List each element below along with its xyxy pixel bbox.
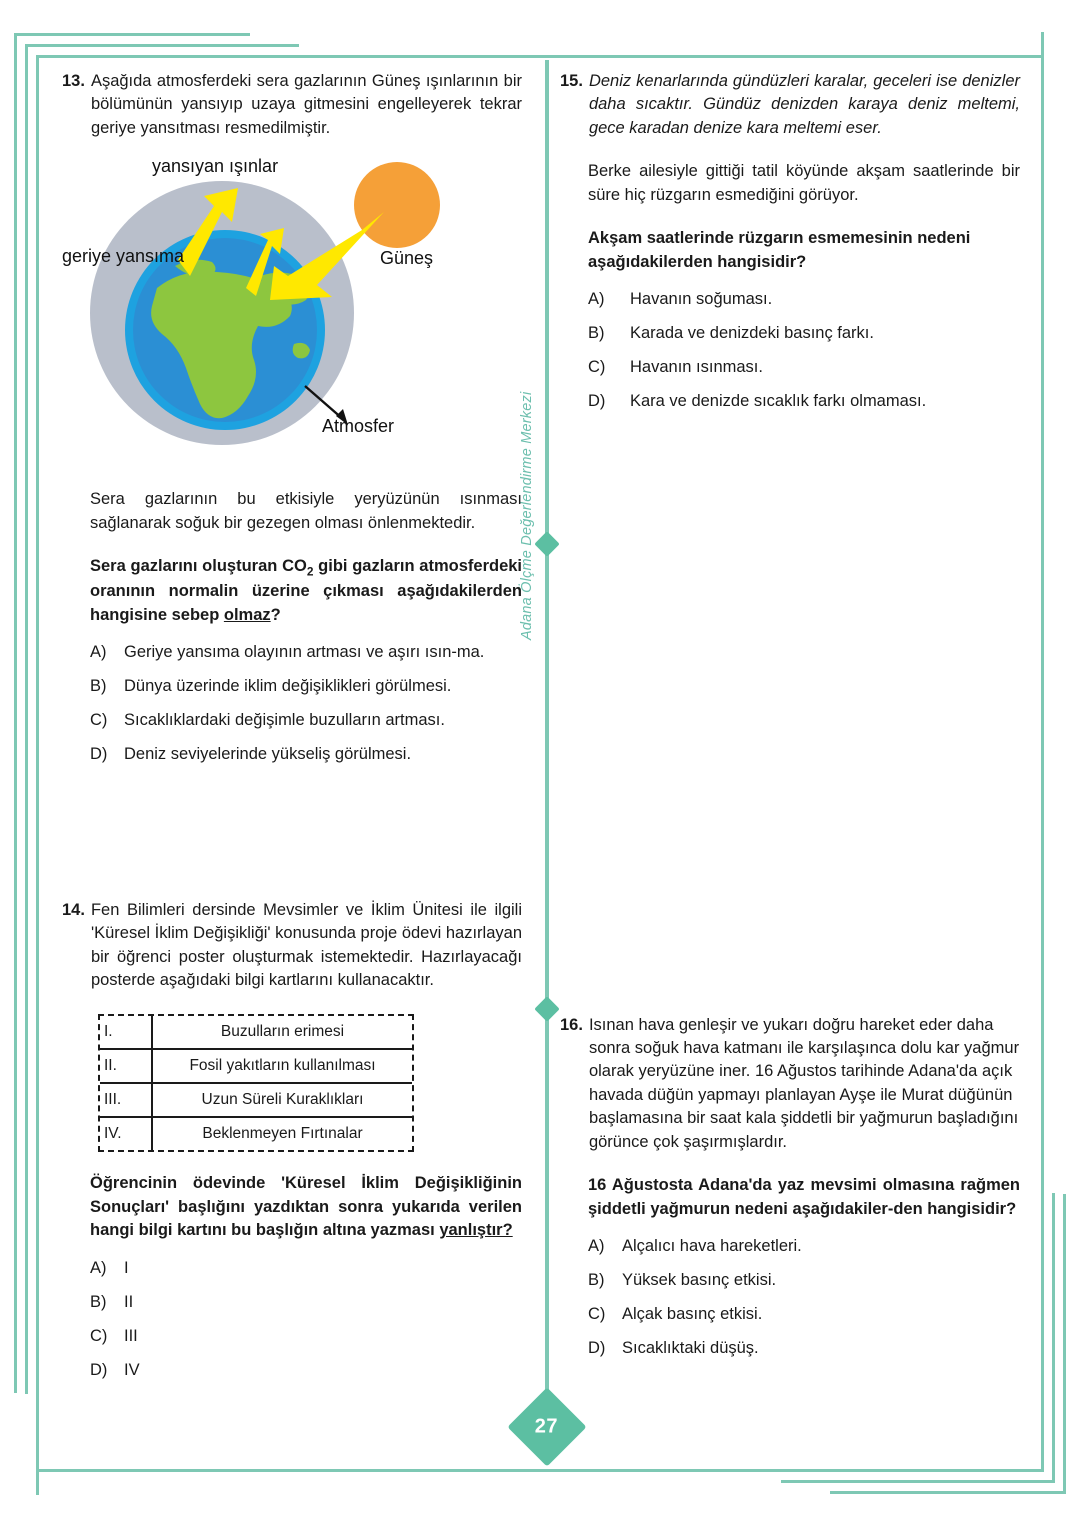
option-c[interactable] xyxy=(588,1303,1020,1327)
option-d[interactable] xyxy=(588,390,1020,414)
table-row-numeral: II. xyxy=(100,1049,152,1083)
option-c-text: Havanın ısınması. xyxy=(630,357,763,376)
question-14-prompt xyxy=(90,1172,522,1242)
option-a[interactable] xyxy=(588,288,1020,312)
option-b-text: Karada ve denizdeki basınç farkı. xyxy=(630,323,874,342)
option-b-text: Yüksek basınç etkisi. xyxy=(622,1270,777,1289)
question-14-prompt-part1: Öğrencinin ödevinde 'Küresel İklim Değişikliğinin Sonuçları' başlığını yazdıktan sonra yukarıda verilen hangi bilgi kartını bu başlığın altına yazması xyxy=(90,1174,522,1240)
option-c-text: Alçak basınç etkisi. xyxy=(622,1304,763,1323)
option-b-letter: B) xyxy=(588,323,605,342)
option-a-text: Havanın soğuması. xyxy=(630,289,773,308)
question-13-prompt-end: ? xyxy=(270,605,281,624)
table-row-text: Fosil yakıtların kullanılması xyxy=(152,1049,412,1083)
option-b-letter: B) xyxy=(90,1292,107,1311)
option-d-letter: D) xyxy=(588,391,606,410)
option-a[interactable] xyxy=(588,1235,1020,1259)
option-a-text: I xyxy=(124,1258,129,1277)
option-a-letter: A) xyxy=(90,643,107,662)
option-a[interactable] xyxy=(90,641,522,665)
question-14-prompt-emphasis: yanlıştır? xyxy=(439,1221,513,1240)
table-row xyxy=(100,1117,412,1150)
table-row xyxy=(100,1083,412,1117)
question-13-number: 13. xyxy=(62,72,85,90)
page-number-badge xyxy=(507,1387,586,1466)
option-b[interactable] xyxy=(90,675,522,699)
option-a-letter: A) xyxy=(588,1237,605,1256)
option-c-letter: C) xyxy=(588,1304,606,1323)
question-13-paragraph: Sera gazlarının bu etkisiyle yeryüzünün ısınması sağlanarak soğuk bir gezegen olması önlenmektedir. xyxy=(90,490,522,532)
label-backscatter: geriye yansıma xyxy=(62,246,185,267)
question-13-stem: Aşağıda atmosferdeki sera gazlarının Güneş ışınlarının bir bölümünün yansıyıp uzaya gitmesini engelleyerek tekrar geriye yansıtması resmedilmiştir. xyxy=(90,72,522,137)
table-row-text: Buzulların erimesi xyxy=(152,1016,412,1049)
table-row xyxy=(100,1049,412,1083)
option-d-text: Sıcaklıktaki düşüş. xyxy=(622,1338,759,1357)
option-d-text: IV xyxy=(124,1360,140,1379)
question-15 xyxy=(560,70,1020,140)
co2-subscript: 2 xyxy=(306,564,314,579)
info-cards-table xyxy=(98,1014,414,1152)
question-15-stem: Deniz kenarlarında gündüzleri karalar, geceleri ise denizler daha sıcaktır. Gündüz denizden karaya deniz meltemi, gece karadan denize kara meltemi eser. xyxy=(588,72,1020,137)
question-14-options xyxy=(90,1257,522,1383)
question-16-prompt: 16 Ağustosta Adana'da yaz mevsimi olmasına rağmen şiddetli yağmurun nedeni aşağıdakiler-den hangisidir? xyxy=(588,1176,1020,1218)
option-d-text: Deniz seviyelerinde yükseliş görülmesi. xyxy=(124,744,412,763)
option-b-letter: B) xyxy=(90,677,107,696)
table-row-numeral: I. xyxy=(100,1016,152,1049)
option-c[interactable] xyxy=(588,356,1020,380)
right-column xyxy=(560,70,1020,1371)
option-c[interactable] xyxy=(90,709,522,733)
question-14-stem: Fen Bilimleri dersinde Mevsimler ve İklim Ünitesi ile ilgili 'Küresel İklim Değişikliği' konusunda proje ödevi hazırlayan bir öğrenci poster oluşturmak istemektedir. Hazırlayacağı posterde aşağıdaki bilgi kartlarını kullanacaktır. xyxy=(90,900,522,990)
table-row-numeral: III. xyxy=(100,1083,152,1117)
question-15-prompt: Akşam saatlerinde rüzgarın esmemesinin nedeni aşağıdakilerden hangisidir? xyxy=(588,229,971,271)
column-divider xyxy=(545,60,549,1420)
option-c[interactable] xyxy=(90,1325,522,1349)
option-d-text: Kara ve denizde sıcaklık farkı olmaması. xyxy=(630,391,927,410)
table-row xyxy=(100,1016,412,1049)
question-13-prompt-emphasis: olmaz xyxy=(223,605,271,624)
option-c-text: Sıcaklıklardaki değişimle buzulların artması. xyxy=(124,710,445,729)
question-14-number: 14. xyxy=(62,900,85,919)
question-13-prompt-part1: Sera gazlarını oluşturan CO xyxy=(90,557,307,576)
option-d[interactable] xyxy=(588,1337,1020,1361)
page-number: 27 xyxy=(535,1415,559,1438)
publisher-credit: Adana Ölçme Değerlendirme Merkezi xyxy=(519,391,535,640)
option-d[interactable] xyxy=(90,1359,522,1383)
table-row-numeral: IV. xyxy=(100,1117,152,1150)
table-row-text: Uzun Süreli Kuraklıkları xyxy=(152,1083,412,1117)
option-c-letter: C) xyxy=(588,357,606,376)
option-d-letter: D) xyxy=(90,1360,108,1379)
option-a[interactable] xyxy=(90,1257,522,1281)
question-16-options xyxy=(588,1235,1020,1361)
question-15-options xyxy=(588,288,1020,414)
question-13-prompt-part2: gibi gazların atmosferdeki oranının normalin üzerine çıkması aşağıdakilerden hangisine sebep xyxy=(90,557,523,624)
question-16 xyxy=(560,1014,1020,1155)
option-a-text: Geriye yansıma olayının artması ve aşırı ısın-ma. xyxy=(124,643,485,662)
option-c-letter: C) xyxy=(90,710,108,729)
left-column xyxy=(62,70,522,1392)
question-15-paragraph: Berke ailesiyle gittiği tatil köyünde akşam saatlerinde bir süre hiç rüzgarın esmediğini görüyor. xyxy=(588,162,1020,204)
question-15-number: 15. xyxy=(560,72,583,90)
option-b-text: II xyxy=(124,1292,134,1311)
option-b-letter: B) xyxy=(588,1270,605,1289)
option-a-text: Alçalıcı hava hareketleri. xyxy=(622,1237,802,1256)
option-b[interactable] xyxy=(588,322,1020,346)
question-13-options xyxy=(90,641,522,767)
label-atmosphere: Atmosfer xyxy=(322,416,395,437)
divider-diamond-marker-lower xyxy=(534,996,559,1021)
earth-atmosphere-illustration xyxy=(62,148,522,468)
table-row-text: Beklenmeyen Fırtınalar xyxy=(202,1125,363,1143)
option-b-text: Dünya üzerinde iklim değişiklikleri görülmesi. xyxy=(124,677,452,696)
question-16-stem: Isınan hava genleşir ve yukarı doğru hareket eder daha sonra soğuk hava katmanı ile karşılaşınca dolu kar yağmur olarak yeryüzüne iner. 16 Ağustos tarihinde Adana'da açık havada düğün yapmayı planlayan Ayşe ile Murat düğünün başlamasına bir saat kala şiddetli bir yağmurun başladığını görünce çok şaşırmışlardır. xyxy=(588,1015,1020,1151)
question-16-number: 16. xyxy=(560,1015,583,1034)
question-13-prompt xyxy=(90,555,522,627)
option-c-letter: C) xyxy=(90,1326,108,1345)
option-d-letter: D) xyxy=(588,1338,606,1357)
option-a-letter: A) xyxy=(90,1258,107,1277)
option-c-text: III xyxy=(124,1326,138,1345)
question-14 xyxy=(62,899,522,993)
option-d-letter: D) xyxy=(90,744,108,763)
divider-diamond-marker-upper xyxy=(534,531,559,556)
option-b[interactable] xyxy=(588,1269,1020,1293)
label-reflected-rays: yansıyan ışınlar xyxy=(152,156,279,177)
greenhouse-effect-diagram xyxy=(62,148,522,468)
option-b[interactable] xyxy=(90,1291,522,1315)
label-sun: Güneş xyxy=(380,248,434,269)
question-13 xyxy=(62,70,522,140)
option-d[interactable] xyxy=(90,743,522,767)
option-a-letter: A) xyxy=(588,289,605,308)
